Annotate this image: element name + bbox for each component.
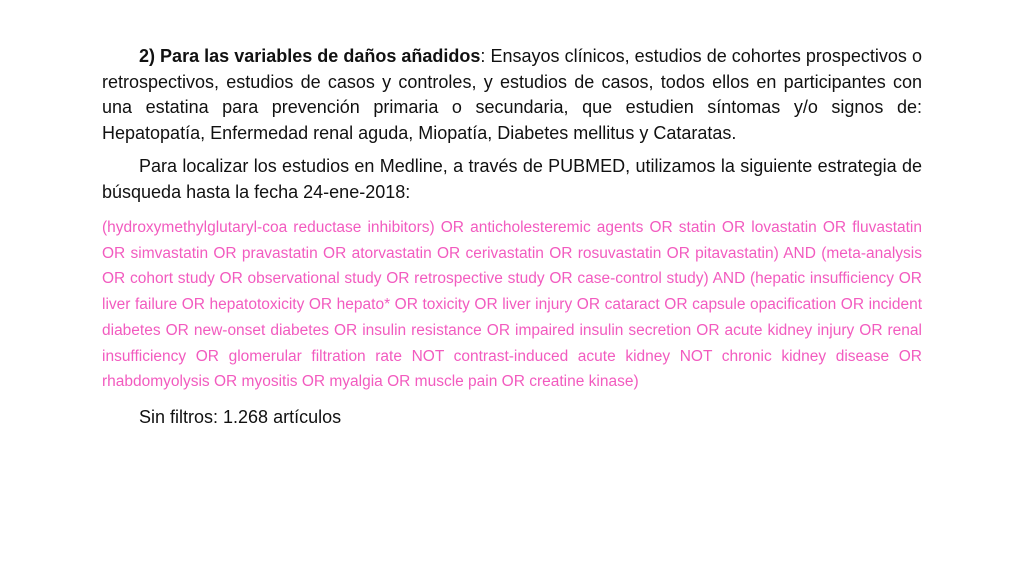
variables-heading: 2) Para las variables de daños añadidos: [139, 46, 481, 66]
search-strategy-paragraph: Para localizar los estudios en Medline, a través de PUBMED, utilizamos la siguiente estrategia de búsqueda hasta la fecha 24-ene-2018:: [102, 156, 922, 202]
heading-separator: :: [480, 46, 486, 66]
pubmed-search-query: (hydroxymethylglutaryl-coa reductase inhibitors) OR anticholesteremic agents OR statin OR lovastatin OR fluvastatin OR simvastatin OR pravastatin OR atorvastatin OR cerivastatin OR rosuvastatin OR pitavastatin) AND (meta-analysis OR cohort study OR observational study OR retrospective study OR case-control study) AND (hepatic insufficiency OR liver failure OR hepatotoxicity OR hepato* OR toxicity OR liver injury OR cataract OR capsule opacification OR incident diabetes OR new-onset diabetes OR insulin resistance OR impaired insulin secretion OR acute kidney injury OR renal insufficiency OR glomerular filtration rate NOT contrast-induced acute kidney NOT chronic kidney disease OR rhabdomyolysis OR myositis OR myalgia OR muscle pain OR creatine kinase): [102, 219, 922, 391]
slide-content: [102, 44, 922, 430]
variables-paragraph: [102, 44, 922, 146]
variables-body: Ensayos clínicos, estudios de cohortes prospectivos o retrospectivos, estudios de casos y controles, y estudios de casos, todos ellos en participantes con una estatina para prevención primaria o secundaria, que estudien síntomas y/o signos de: Hepatopatía, Enfermedad renal aguda, Miopatía, Diabetes mellitus y Cataratas.: [102, 46, 922, 143]
result-count: Sin filtros: 1.268 artículos: [139, 406, 342, 427]
